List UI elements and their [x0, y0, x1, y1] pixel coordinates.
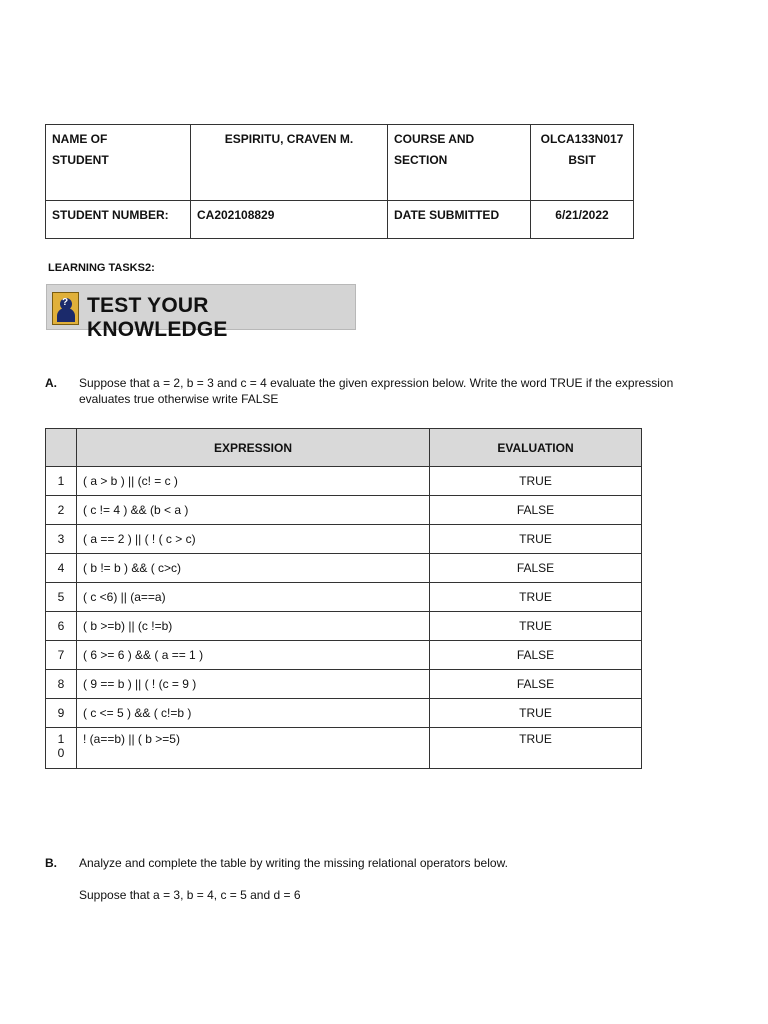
evaluation-cell: TRUE	[430, 612, 642, 641]
evaluation-cell: TRUE	[430, 699, 642, 728]
name-label: NAME OF STUDENT	[46, 125, 191, 201]
date-submitted: 6/21/2022	[531, 201, 634, 239]
course-section-value: OLCA133N017 BSIT	[531, 125, 634, 201]
evaluation-cell: FALSE	[430, 670, 642, 699]
expression-header: EXPRESSION	[77, 429, 430, 467]
table-row	[46, 612, 642, 641]
row-number: 1	[46, 467, 77, 496]
table-header-row	[46, 429, 642, 467]
course-section-label: COURSE AND SECTION	[388, 125, 531, 201]
section-a-letter: A.	[45, 376, 57, 390]
row-number: 7	[46, 641, 77, 670]
row-number: 3	[46, 525, 77, 554]
section-a-text: Suppose that a = 2, b = 3 and c = 4 evaluate the given expression below. Write the word TRUE if the expression evaluates true otherwise write FALSE	[79, 376, 674, 406]
row-number: 4	[46, 554, 77, 583]
evaluation-cell: TRUE	[430, 583, 642, 612]
evaluation-cell: TRUE	[430, 467, 642, 496]
row-number: 9	[46, 699, 77, 728]
expression-cell: ( 6 >= 6 ) && ( a == 1 )	[77, 641, 430, 670]
student-number-label: STUDENT NUMBER:	[46, 201, 191, 239]
row-number: 6	[46, 612, 77, 641]
expression-cell: ( c != 4 ) && (b < a )	[77, 496, 430, 525]
table-row	[46, 496, 642, 525]
student-number: CA202108829	[191, 201, 388, 239]
row-number: 2	[46, 496, 77, 525]
student-info-table	[45, 124, 634, 239]
test-your-knowledge-banner	[46, 284, 356, 341]
expression-cell: ( b != b ) && ( c>c)	[77, 554, 430, 583]
expression-cell: ( c <= 5 ) && ( c!=b )	[77, 699, 430, 728]
table-row	[46, 583, 642, 612]
expression-cell: ! (a==b) || ( b >=5)	[77, 728, 430, 769]
date-submitted-label: DATE SUBMITTED	[388, 201, 531, 239]
evaluation-cell: TRUE	[430, 728, 642, 769]
table-row	[46, 525, 642, 554]
table-row	[46, 467, 642, 496]
number-header	[46, 429, 77, 467]
evaluation-cell: FALSE	[430, 641, 642, 670]
expression-cell: ( c <6) || (a==a)	[77, 583, 430, 612]
expression-cell: ( a == 2 ) || ( ! ( c > c)	[77, 525, 430, 554]
table-row	[46, 728, 642, 769]
evaluation-cell: FALSE	[430, 496, 642, 525]
evaluation-table	[45, 428, 642, 769]
evaluation-header: EVALUATION	[430, 429, 642, 467]
row-number: 5	[46, 583, 77, 612]
learning-tasks-label: LEARNING TASKS2:	[48, 262, 155, 274]
row-number: 1 0	[46, 728, 77, 769]
section-b-text: Analyze and complete the table by writing the missing relational operators below.	[79, 856, 508, 870]
row-number: 8	[46, 670, 77, 699]
expression-cell: ( 9 == b ) || ( ! (c = 9 )	[77, 670, 430, 699]
banner-title: TEST YOUR KNOWLEDGE	[87, 294, 228, 341]
question-head-icon: ?	[52, 292, 79, 325]
table-row	[46, 554, 642, 583]
evaluation-cell: FALSE	[430, 554, 642, 583]
table-row	[46, 699, 642, 728]
evaluation-cell: TRUE	[430, 525, 642, 554]
table-row	[46, 670, 642, 699]
section-b-assumption: Suppose that a = 3, b = 4, c = 5 and d = 6	[79, 888, 301, 902]
student-name: ESPIRITU, CRAVEN M.	[191, 125, 388, 201]
expression-cell: ( b >=b) || (c !=b)	[77, 612, 430, 641]
section-b-letter: B.	[45, 856, 57, 870]
table-row	[46, 641, 642, 670]
expression-cell: ( a > b ) || (c! = c )	[77, 467, 430, 496]
